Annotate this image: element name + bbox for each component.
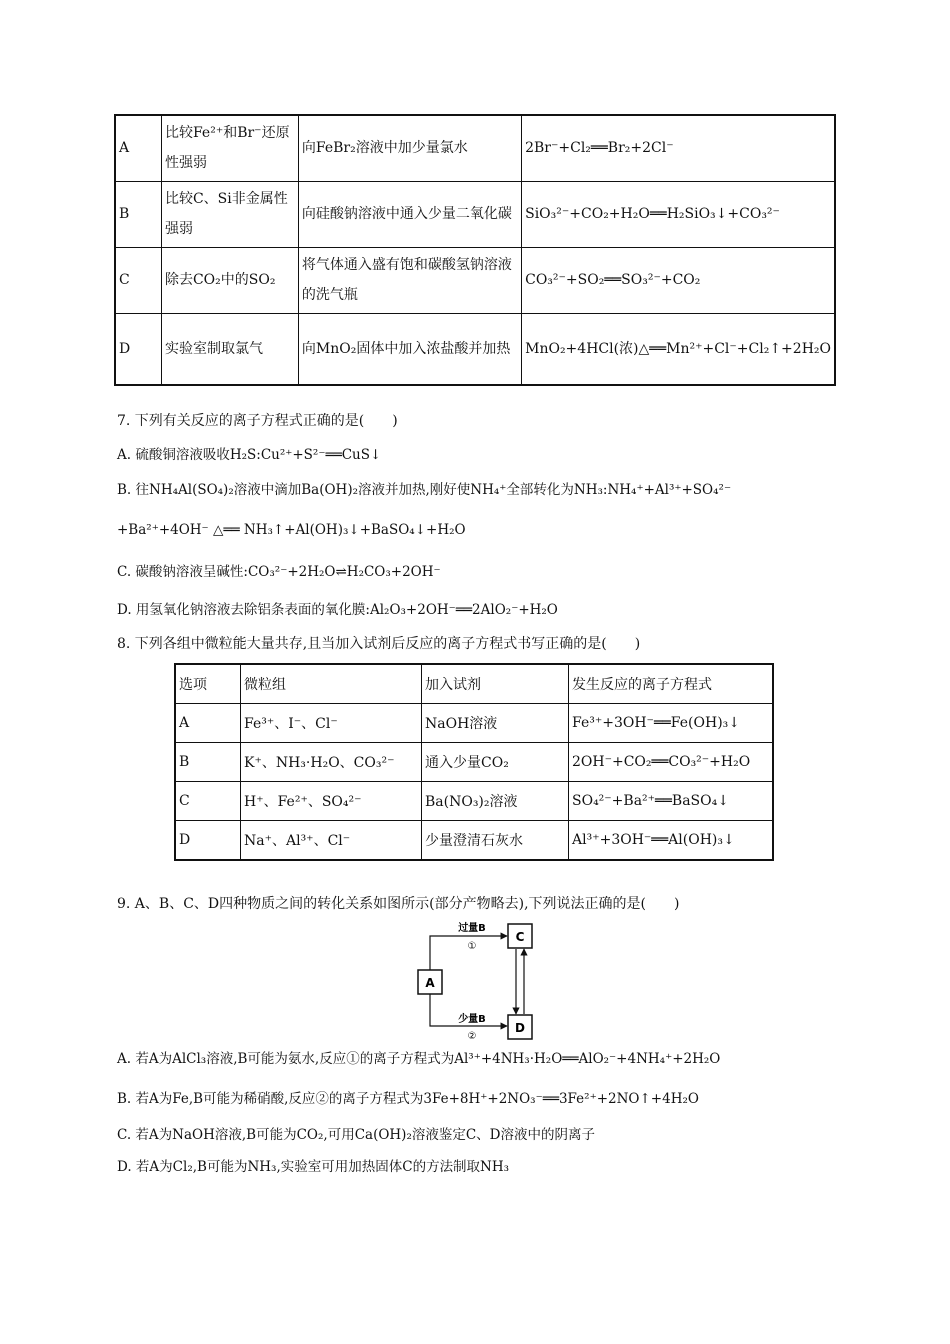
table-row	[175, 743, 773, 782]
species-table	[174, 663, 774, 861]
equation-cell: Al³⁺+3OH⁻══Al(OH)₃↓	[569, 821, 774, 861]
bottom-label: 少量B	[458, 1014, 486, 1025]
table-row	[175, 704, 773, 743]
header-species: 微粒组	[241, 664, 422, 704]
q9-option-c: C. 若A为NaOH溶液,B可能为CO₂,可用Ca(OH)₂溶液鉴定C、D溶液中的阴离子	[117, 1127, 596, 1143]
q9-option-b: B. 若A为Fe,B可能为稀硝酸,反应②的离子方程式为3Fe+8H⁺+2NO₃⁻══3Fe²⁺+2NO↑+4H₂O	[117, 1091, 699, 1107]
equation-cell: SO₄²⁻+Ba²⁺══BaSO₄↓	[569, 782, 774, 821]
q7-option-b: B. 往NH₄Al(SO₄)₂溶液中滴加Ba(OH)₂溶液并加热,刚好使NH₄⁺全部转化为NH₃:NH₄⁺+Al³⁺+SO₄²⁻	[117, 482, 732, 498]
header-reagent: 加入试剂	[422, 664, 569, 704]
row-label: C	[115, 247, 161, 313]
operation-cell: 向MnO₂固体中加入浓盐酸并加热	[298, 313, 521, 385]
experiment-table	[114, 114, 836, 386]
q7-option-b-continued: +Ba²⁺+4OH⁻ △══ NH₃↑+Al(OH)₃↓+BaSO₄↓+H₂O	[117, 522, 466, 538]
reagent-cell: Ba(NO₃)₂溶液	[422, 782, 569, 821]
row-label: D	[115, 313, 161, 385]
species-cell: H⁺、Fe²⁺、SO₄²⁻	[241, 782, 422, 821]
label-a: A	[425, 976, 435, 990]
reagent-cell: 少量澄清石灰水	[422, 821, 569, 861]
label-d: D	[515, 1021, 525, 1035]
operation-cell: 向FeBr₂溶液中加少量氯水	[298, 115, 521, 181]
equation-cell: Fe³⁺+3OH⁻══Fe(OH)₃↓	[569, 704, 774, 743]
row-label: B	[115, 181, 161, 247]
row-label: A	[175, 704, 241, 743]
equation-cell: SiO₃²⁻+CO₂+H₂O══H₂SiO₃↓+CO₃²⁻	[522, 181, 835, 247]
label-c: C	[515, 930, 525, 944]
row-label: D	[175, 821, 241, 861]
top-label: 过量B	[458, 923, 486, 934]
row-label: C	[175, 782, 241, 821]
table-row	[115, 247, 835, 313]
table-header-row	[175, 664, 773, 704]
q7-option-c: C. 碳酸钠溶液呈碱性:CO₃²⁻+2H₂O⇌H₂CO₃+2OH⁻	[117, 564, 441, 580]
q9-option-a: A. 若A为AlCl₃溶液,B可能为氨水,反应①的离子方程式为Al³⁺+4NH₃·H₂O══AlO₂⁻+4NH₄⁺+2H₂O	[117, 1051, 721, 1067]
table-row	[175, 782, 773, 821]
q7-option-a: A. 硫酸铜溶液吸收H₂S:Cu²⁺+S²⁻══CuS↓	[117, 447, 382, 463]
header-equation: 发生反应的离子方程式	[569, 664, 774, 704]
purpose-cell: 比较Fe²⁺和Br⁻还原性强弱	[161, 115, 298, 181]
species-cell: K⁺、NH₃·H₂O、CO₃²⁻	[241, 743, 422, 782]
row-label: A	[115, 115, 161, 181]
question-7-stem: 7. 下列有关反应的离子方程式正确的是( )	[117, 413, 398, 429]
question-8-stem: 8. 下列各组中微粒能大量共存,且当加入试剂后反应的离子方程式书写正确的是( )	[117, 636, 641, 652]
operation-cell: 向硅酸钠溶液中通入少量二氧化碳	[298, 181, 521, 247]
question-9-stem: 9. A、B、C、D四种物质之间的转化关系如图所示(部分产物略去),下列说法正确的是( )	[117, 896, 680, 912]
table-row	[115, 313, 835, 385]
reagent-cell: NaOH溶液	[422, 704, 569, 743]
q9-option-d: D. 若A为Cl₂,B可能为NH₃,实验室可用加热固体C的方法制取NH₃	[117, 1159, 510, 1175]
table-row	[115, 115, 835, 181]
equation-cell: 2Br⁻+Cl₂══Br₂+2Cl⁻	[522, 115, 835, 181]
row-label: B	[175, 743, 241, 782]
equation-cell: CO₃²⁻+SO₂══SO₃²⁻+CO₂	[522, 247, 835, 313]
purpose-cell: 比较C、Si非金属性强弱	[161, 181, 298, 247]
species-cell: Na⁺、Al³⁺、Cl⁻	[241, 821, 422, 861]
purpose-cell: 实验室制取氯气	[161, 313, 298, 385]
equation-cell: 2OH⁻+CO₂══CO₃²⁻+H₂O	[569, 743, 774, 782]
operation-cell: 将气体通入盛有饱和碳酸氢钠溶液的洗气瓶	[298, 247, 521, 313]
reagent-cell: 通入少量CO₂	[422, 743, 569, 782]
bottom-number: ②	[467, 1031, 477, 1042]
conversion-diagram	[410, 918, 540, 1043]
table-row	[115, 181, 835, 247]
table-row	[175, 821, 773, 861]
q7-option-d: D. 用氢氧化钠溶液去除铝条表面的氧化膜:Al₂O₃+2OH⁻══2AlO₂⁻+H₂O	[117, 602, 558, 618]
species-cell: Fe³⁺、I⁻、Cl⁻	[241, 704, 422, 743]
purpose-cell: 除去CO₂中的SO₂	[161, 247, 298, 313]
equation-cell: MnO₂+4HCl(浓)△══Mn²⁺+Cl⁻+Cl₂↑+2H₂O	[522, 313, 835, 385]
top-number: ①	[467, 941, 477, 952]
header-option: 选项	[175, 664, 241, 704]
